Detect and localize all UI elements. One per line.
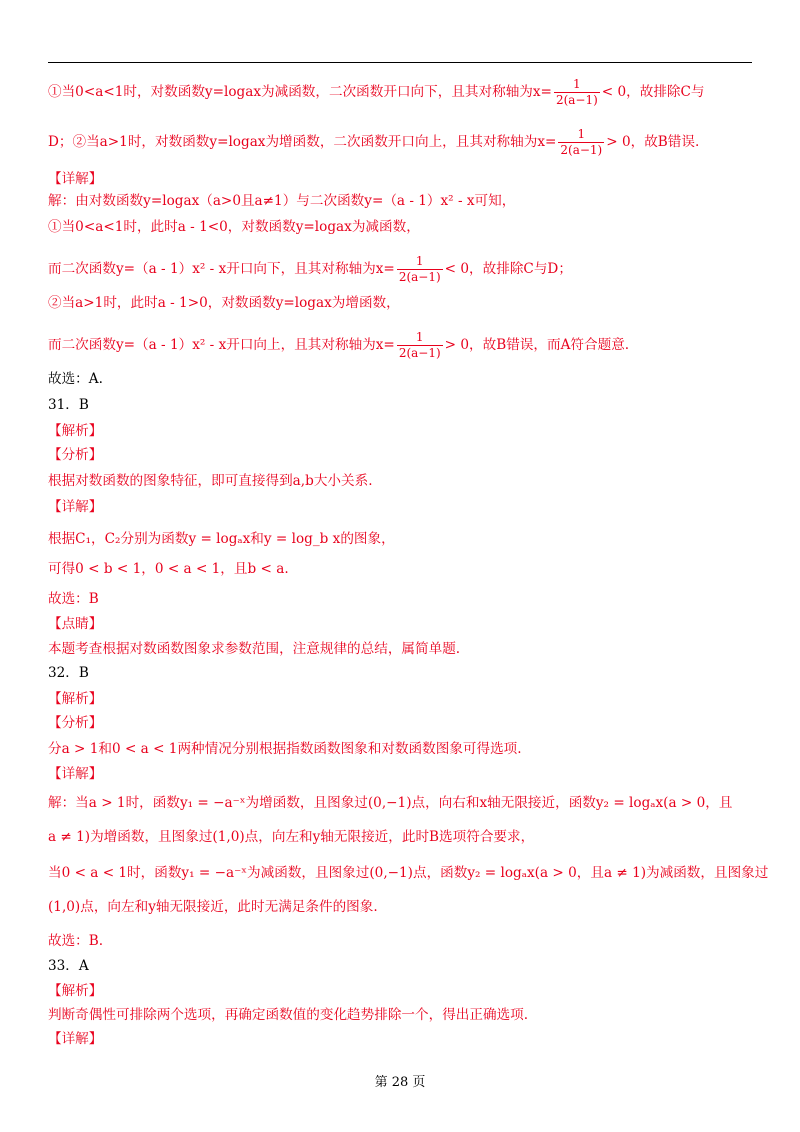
answer-line: 故选：A. xyxy=(48,371,103,387)
section-heading: 【详解】 xyxy=(48,766,103,782)
text-line: 判断奇偶性可排除两个选项，再确定函数值的变化趋势排除一个，得出正确选项. xyxy=(48,1007,529,1023)
text-line: 解：当a > 1时，函数y₁ = −a⁻ˣ为增函数，且图象过(0,−1)点，向右和x轴无限接近，函数y₂ = logₐx(a > 0，且 xyxy=(48,795,733,811)
text-line: 当0 < a < 1时，函数y₁ = −a⁻ˣ为减函数，且图象过(0,−1)点，函数y₂ = logₐx(a > 0，且a ≠ 1)为减函数，且图象过 xyxy=(48,865,769,881)
text-line: 根据对数函数的图象特征，即可直接得到a,b大小关系. xyxy=(48,473,373,489)
answer-line: 故选：B xyxy=(48,591,99,607)
answer-line: 故选：B. xyxy=(48,933,104,949)
text-line: 而二次函数y=（a - 1）x² - x开口向下，且其对称轴为x= $\frac{1}{2(a-1)}$ < 0，故排除C与D； xyxy=(48,254,572,284)
fraction: $\frac{1}{2(a-1)}$ xyxy=(555,77,598,107)
intro-line-1: ①当0<a<1时，对数函数y=logax为减函数，二次函数开口向下，且其对称轴为x= $\frac{1}{2(a-1)}$ < 0，故排除C与 xyxy=(48,77,705,107)
text-line: 而二次函数y=（a - 1）x² - x开口向上，且其对称轴为x= $\frac{1}{2(a-1)}$ > 0，故B错误，而A符合题意. xyxy=(48,330,630,360)
text-line: 解：由对数函数y=logax（a>0且a≠1）与二次函数y=（a - 1）x² - x可知， xyxy=(48,193,516,209)
section-heading: 【分析】 xyxy=(48,715,103,731)
section-heading: 【分析】 xyxy=(48,447,103,463)
section-heading: 【解析】 xyxy=(48,983,103,999)
text-line: 可得0 < b < 1，0 < a < 1，且b < a. xyxy=(48,561,289,577)
section-heading: 【点睛】 xyxy=(48,616,103,632)
text-line: 根据C₁，C₂分别为函数y = logₐx和y = log_b x的图象， xyxy=(48,531,395,547)
section-heading: 【详解】 xyxy=(48,499,103,515)
text-line: ①当0<a<1时，此时a - 1<0，对数函数y=logax为减函数， xyxy=(48,219,420,235)
text-line: 分a > 1和0 < a < 1两种情况分别根据指数函数图象和对数函数图象可得选项. xyxy=(48,741,522,757)
text-line: a ≠ 1)为增函数，且图象过(1,0)点，向左和y轴无限接近，此时B选项符合要求， xyxy=(48,829,535,845)
question-number: 31．B xyxy=(48,397,89,413)
header-rule xyxy=(48,62,752,63)
text-line: (1,0)点，向左和y轴无限接近，此时无满足条件的图象. xyxy=(48,899,378,915)
section-heading: 【解析】 xyxy=(48,423,103,439)
fraction: $\frac{1}{2(a-1)}$ xyxy=(560,127,603,157)
section-heading: 【详解】 xyxy=(48,1031,103,1047)
text-line: ②当a>1时，此时a - 1>0，对数函数y=logax为增函数， xyxy=(48,295,400,311)
text-line: 本题考查根据对数函数图象求参数范围，注意规律的总结，属简单题. xyxy=(48,641,461,657)
section-heading: 【解析】 xyxy=(48,691,103,707)
intro-line-2: D；②当a>1时，对数函数y=logax为增函数，二次函数开口向上，且其对称轴为x= $\frac{1}{2(a-1)}$ > 0，故B错误. xyxy=(48,127,700,157)
question-number: 32．B xyxy=(48,665,89,681)
fraction: $\frac{1}{2(a-1)}$ xyxy=(398,254,441,284)
section-heading: 【详解】 xyxy=(48,171,103,187)
question-number: 33．A xyxy=(48,958,89,974)
page-number: 第 28 页 xyxy=(374,1075,426,1090)
fraction: $\frac{1}{2(a-1)}$ xyxy=(398,330,441,360)
